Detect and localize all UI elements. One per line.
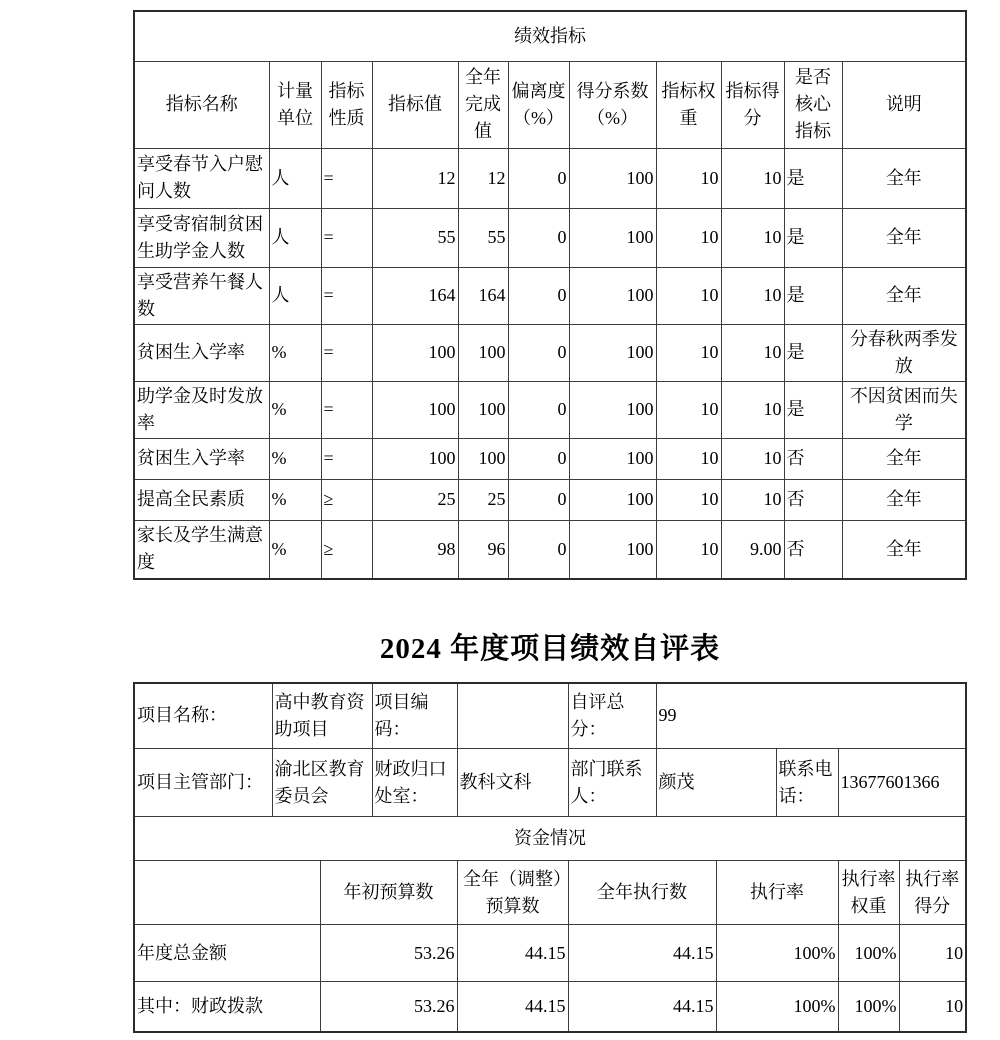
dept-value: 渝北区教育委员会: [272, 749, 372, 817]
cell-weight: 10: [656, 520, 721, 579]
cell-deviation: 0: [508, 520, 569, 579]
cell-nature: =: [321, 208, 372, 267]
cell-weight: 10: [656, 148, 721, 208]
cell-nature: =: [321, 438, 372, 479]
funds-adjusted-budget: 44.15: [457, 982, 568, 1032]
cell-weight: 10: [656, 267, 721, 324]
cell-annual-completion: 12: [458, 148, 508, 208]
project-code-label: 项目编码：: [372, 683, 457, 749]
header-remark: 说明: [842, 61, 966, 148]
finance-office-value: 教科文科: [457, 749, 568, 817]
cell-unit: %: [269, 520, 321, 579]
cell-remark: 全年: [842, 479, 966, 520]
funds-row-label: 其中：财政拨款: [134, 982, 320, 1032]
cell-deviation: 0: [508, 438, 569, 479]
indicator-row: [134, 208, 966, 267]
cell-target-value: 98: [372, 520, 458, 579]
project-name-value: 高中教育资助项目: [272, 683, 372, 749]
page-title: 2024 年度项目绩效自评表: [379, 633, 721, 665]
finance-office-label: 财政归口处室：: [372, 749, 457, 817]
cell-remark: 全年: [842, 267, 966, 324]
cell-score-coefficient: 100: [569, 479, 656, 520]
cell-annual-completion: 100: [458, 324, 508, 381]
indicators-header-row: [134, 61, 966, 148]
cell-remark: 全年: [842, 148, 966, 208]
self-score-value: 99: [656, 683, 966, 749]
cell-core-indicator: 是: [784, 381, 842, 438]
indicator-row: [134, 479, 966, 520]
funds-header-row: [134, 861, 966, 925]
cell-indicator-name: 贫困生入学率: [134, 324, 269, 381]
cell-score-coefficient: 100: [569, 267, 656, 324]
cell-remark: 全年: [842, 208, 966, 267]
funds-caption: 资金情况: [134, 817, 966, 861]
cell-nature: =: [321, 267, 372, 324]
cell-remark: 不因贫困而失学: [842, 381, 966, 438]
cell-nature: ≥: [321, 520, 372, 579]
cell-unit: 人: [269, 208, 321, 267]
funds-header-rate-weight: 执行率权重: [838, 861, 899, 925]
header-core-indicator: 是否核心指标: [784, 61, 842, 148]
contact-label: 部门联系人：: [568, 749, 656, 817]
funds-row-label: 年度总金额: [134, 925, 320, 982]
cell-nature: ≥: [321, 479, 372, 520]
cell-target-value: 25: [372, 479, 458, 520]
cell-core-indicator: 是: [784, 267, 842, 324]
dept-label: 项目主管部门：: [134, 749, 272, 817]
cell-score: 10: [721, 267, 784, 324]
funds-executed: 44.15: [568, 982, 716, 1032]
cell-score-coefficient: 100: [569, 148, 656, 208]
cell-score-coefficient: 100: [569, 208, 656, 267]
cell-annual-completion: 100: [458, 381, 508, 438]
cell-core-indicator: 是: [784, 324, 842, 381]
cell-annual-completion: 100: [458, 438, 508, 479]
cell-target-value: 164: [372, 267, 458, 324]
indicator-row: [134, 148, 966, 208]
phone-value: 13677601366: [838, 749, 966, 817]
funds-execution-rate: 100%: [716, 925, 838, 982]
cell-remark: 全年: [842, 438, 966, 479]
header-deviation: 偏离度（%）: [508, 61, 569, 148]
cell-indicator-name: 享受寄宿制贫困生助学金人数: [134, 208, 269, 267]
cell-core-indicator: 否: [784, 479, 842, 520]
cell-target-value: 100: [372, 438, 458, 479]
funds-executed: 44.15: [568, 925, 716, 982]
funds-row: [134, 982, 966, 1032]
header-weight: 指标权重: [656, 61, 721, 148]
cell-weight: 10: [656, 381, 721, 438]
header-indicator-name: 指标名称: [134, 61, 269, 148]
cell-core-indicator: 是: [784, 148, 842, 208]
cell-indicator-name: 家长及学生满意度: [134, 520, 269, 579]
document-page: [133, 0, 967, 1033]
cell-indicator-name: 享受营养午餐人数: [134, 267, 269, 324]
self-score-label: 自评总分：: [568, 683, 656, 749]
cell-score-coefficient: 100: [569, 520, 656, 579]
funds-header-initial-budget: 年初预算数: [320, 861, 457, 925]
funds-header-rate-score: 执行率得分: [899, 861, 966, 925]
project-code-value: [457, 683, 568, 749]
project-name-label: 项目名称：: [134, 683, 272, 749]
funds-header-adjusted-budget: 全年（调整）预算数: [457, 861, 568, 925]
cell-score-coefficient: 100: [569, 324, 656, 381]
cell-score: 10: [721, 479, 784, 520]
cell-weight: 10: [656, 438, 721, 479]
cell-score: 10: [721, 438, 784, 479]
header-nature: 指标性质: [321, 61, 372, 148]
cell-annual-completion: 164: [458, 267, 508, 324]
funds-initial-budget: 53.26: [320, 925, 457, 982]
cell-target-value: 100: [372, 381, 458, 438]
cell-weight: 10: [656, 324, 721, 381]
cell-score: 10: [721, 381, 784, 438]
indicators-caption: 绩效指标: [134, 11, 966, 61]
cell-deviation: 0: [508, 208, 569, 267]
header-target-value: 指标值: [372, 61, 458, 148]
cell-deviation: 0: [508, 479, 569, 520]
cell-target-value: 100: [372, 324, 458, 381]
cell-deviation: 0: [508, 267, 569, 324]
funds-rate-weight: 100%: [838, 925, 899, 982]
funds-header-execution-rate: 执行率: [716, 861, 838, 925]
funds-header-executed: 全年执行数: [568, 861, 716, 925]
cell-unit: %: [269, 438, 321, 479]
cell-annual-completion: 25: [458, 479, 508, 520]
funds-header-blank: [134, 861, 320, 925]
funds-rate-score: 10: [899, 925, 966, 982]
cell-score-coefficient: 100: [569, 381, 656, 438]
funds-row: [134, 925, 966, 982]
project-name-row: [134, 683, 966, 749]
phone-label: 联系电话：: [776, 749, 838, 817]
cell-target-value: 55: [372, 208, 458, 267]
cell-deviation: 0: [508, 381, 569, 438]
indicators-caption-row: [134, 11, 966, 61]
cell-annual-completion: 96: [458, 520, 508, 579]
project-self-evaluation-table: [133, 682, 967, 1033]
performance-indicators-table: [133, 10, 967, 580]
cell-core-indicator: 否: [784, 438, 842, 479]
header-score-coefficient: 得分系数（%）: [569, 61, 656, 148]
indicator-row: [134, 267, 966, 324]
cell-weight: 10: [656, 208, 721, 267]
header-unit: 计量单位: [269, 61, 321, 148]
cell-nature: =: [321, 324, 372, 381]
cell-nature: =: [321, 148, 372, 208]
cell-unit: %: [269, 324, 321, 381]
contact-value: 颜茂: [656, 749, 776, 817]
cell-weight: 10: [656, 479, 721, 520]
cell-nature: =: [321, 381, 372, 438]
cell-score: 10: [721, 324, 784, 381]
cell-annual-completion: 55: [458, 208, 508, 267]
cell-core-indicator: 否: [784, 520, 842, 579]
project-dept-row: [134, 749, 966, 817]
cell-remark: 全年: [842, 520, 966, 579]
funds-rate-score: 10: [899, 982, 966, 1032]
funds-initial-budget: 53.26: [320, 982, 457, 1032]
cell-deviation: 0: [508, 324, 569, 381]
cell-deviation: 0: [508, 148, 569, 208]
funds-adjusted-budget: 44.15: [457, 925, 568, 982]
header-annual-completion: 全年完成值: [458, 61, 508, 148]
funds-rate-weight: 100%: [838, 982, 899, 1032]
cell-indicator-name: 贫困生入学率: [134, 438, 269, 479]
funds-execution-rate: 100%: [716, 982, 838, 1032]
cell-indicator-name: 助学金及时发放率: [134, 381, 269, 438]
indicator-row: [134, 520, 966, 579]
funds-caption-row: [134, 817, 966, 861]
indicator-row: [134, 438, 966, 479]
cell-indicator-name: 享受春节入户慰问人数: [134, 148, 269, 208]
cell-target-value: 12: [372, 148, 458, 208]
cell-score: 10: [721, 208, 784, 267]
cell-score-coefficient: 100: [569, 438, 656, 479]
header-score: 指标得分: [721, 61, 784, 148]
indicator-row: [134, 324, 966, 381]
cell-unit: %: [269, 381, 321, 438]
indicator-row: [134, 381, 966, 438]
cell-score: 10: [721, 148, 784, 208]
cell-indicator-name: 提高全民素质: [134, 479, 269, 520]
cell-score: 9.00: [721, 520, 784, 579]
cell-core-indicator: 是: [784, 208, 842, 267]
cell-unit: 人: [269, 267, 321, 324]
cell-remark: 分春秋两季发放: [842, 324, 966, 381]
cell-unit: 人: [269, 148, 321, 208]
cell-unit: %: [269, 479, 321, 520]
